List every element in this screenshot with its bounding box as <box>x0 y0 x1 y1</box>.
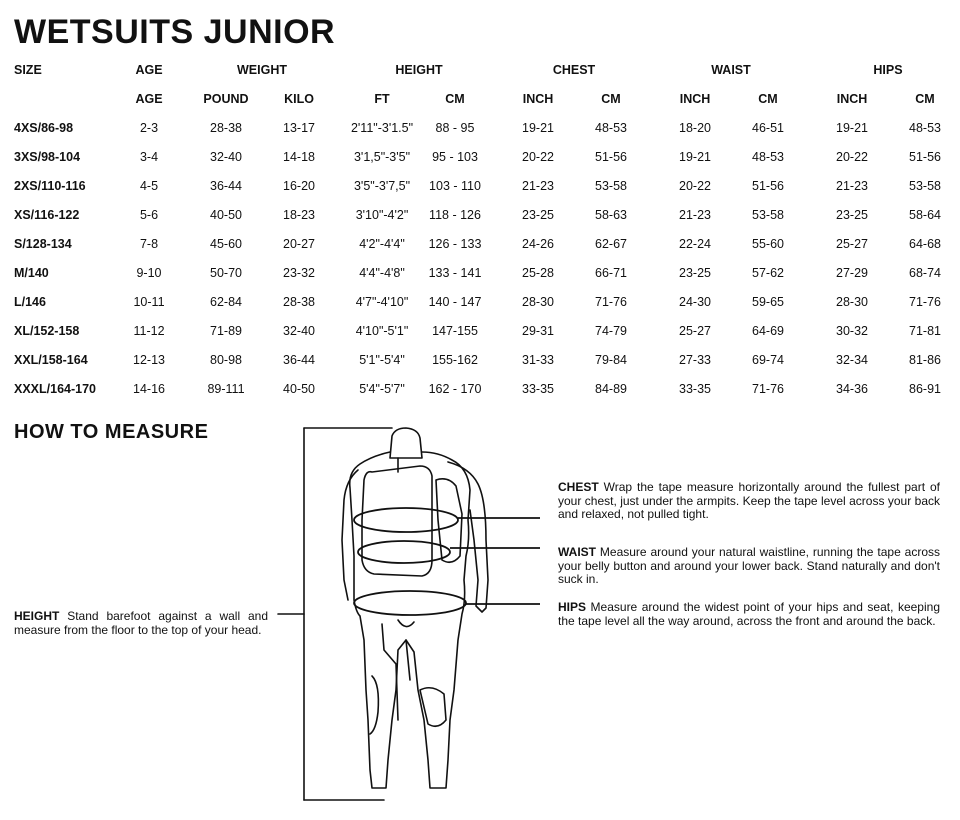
row-height-cm: 126 - 133 <box>428 237 482 251</box>
row-chest-inch: 24-26 <box>522 237 554 251</box>
row-chest-inch: 33-35 <box>522 382 554 396</box>
row-hips-inch: 23-25 <box>836 208 868 222</box>
row-chest-cm: 58-63 <box>595 208 627 222</box>
row-chest-inch: 21-23 <box>522 179 554 193</box>
row-chest-inch: 23-25 <box>522 208 554 222</box>
subheader-height-cm: CM <box>445 92 465 106</box>
row-height-ft: 3'10"-4'2" <box>355 208 409 222</box>
row-chest-cm: 74-79 <box>595 324 627 338</box>
row-height-ft: 3'1,5"-3'5" <box>353 150 411 164</box>
waist-description <box>558 546 940 587</box>
waist-label: WAIST <box>558 545 596 559</box>
row-pound: 50-70 <box>210 266 242 280</box>
subheader-hips-inch: INCH <box>836 92 868 106</box>
row-size: XS/116-122 <box>14 208 80 222</box>
row-size: XL/152-158 <box>14 324 80 338</box>
row-age: 11-12 <box>133 324 165 338</box>
waist-text: Measure around your natural waistline, running the tape across your belly button and around your lower back. Stand naturally and don't suck in. <box>558 545 940 586</box>
row-height-cm: 95 - 103 <box>432 150 478 164</box>
row-hips-inch: 30-32 <box>836 324 868 338</box>
row-size: L/146 <box>14 295 46 309</box>
row-height-cm: 140 - 147 <box>428 295 482 309</box>
row-height-cm: 88 - 95 <box>435 121 475 135</box>
row-waist-inch: 24-30 <box>679 295 711 309</box>
row-waist-inch: 22-24 <box>679 237 711 251</box>
row-chest-cm: 51-56 <box>595 150 627 164</box>
row-waist-cm: 55-60 <box>752 237 784 251</box>
row-height-cm: 103 - 110 <box>429 179 481 193</box>
row-hips-cm: 64-68 <box>909 237 941 251</box>
row-hips-cm: 71-76 <box>909 295 941 309</box>
row-waist-inch: 19-21 <box>679 150 711 164</box>
row-waist-inch: 18-20 <box>679 121 711 135</box>
row-hips-cm: 81-86 <box>909 353 941 367</box>
how-to-measure-heading: HOW TO MEASURE <box>14 421 209 443</box>
row-pound: 28-38 <box>210 121 242 135</box>
row-height-cm: 133 - 141 <box>428 266 482 280</box>
row-height-ft: 5'1"-5'4" <box>359 353 405 367</box>
row-pound: 45-60 <box>210 237 242 251</box>
subheader-age: AGE <box>135 92 163 106</box>
row-size: 3XS/98-104 <box>14 150 81 164</box>
row-hips-inch: 25-27 <box>836 237 868 251</box>
hips-text: Measure around the widest point of your hips and seat, keeping the tape level all the way around, across the front and around the back. <box>558 600 940 628</box>
row-waist-cm: 53-58 <box>752 208 784 222</box>
hips-description <box>558 601 940 628</box>
hips-band <box>354 591 466 615</box>
row-height-ft: 4'2"-4'4" <box>359 237 405 251</box>
row-pound: 40-50 <box>210 208 242 222</box>
row-size: XXXL/164-170 <box>14 382 96 396</box>
header-height: HEIGHT <box>395 63 443 77</box>
row-hips-inch: 20-22 <box>836 150 868 164</box>
row-chest-cm: 62-67 <box>595 237 627 251</box>
subheader-hips-cm: CM <box>915 92 935 106</box>
row-kilo: 16-20 <box>283 179 315 193</box>
row-size: 4XS/86-98 <box>14 121 74 135</box>
header-hips: HIPS <box>873 63 903 77</box>
row-height-ft: 2'11"-3'1.5" <box>350 121 414 135</box>
row-size: M/140 <box>14 266 49 280</box>
row-waist-cm: 69-74 <box>752 353 784 367</box>
row-chest-cm: 79-84 <box>595 353 627 367</box>
row-height-cm: 147-155 <box>432 324 478 338</box>
row-height-cm: 118 - 126 <box>429 208 481 222</box>
row-height-ft: 4'7"-4'10" <box>355 295 409 309</box>
row-kilo: 20-27 <box>283 237 315 251</box>
row-kilo: 36-44 <box>283 353 315 367</box>
header-age: AGE <box>135 63 163 77</box>
subheader-kilo: KILO <box>284 92 314 106</box>
row-pound: 62-84 <box>210 295 242 309</box>
row-height-cm: 155-162 <box>432 353 478 367</box>
row-hips-cm: 53-58 <box>909 179 941 193</box>
row-waist-inch: 23-25 <box>679 266 711 280</box>
row-hips-inch: 27-29 <box>836 266 868 280</box>
header-weight: WEIGHT <box>237 63 287 77</box>
row-chest-inch: 28-30 <box>522 295 554 309</box>
row-size: XXL/158-164 <box>14 353 88 367</box>
subheader-chest-inch: INCH <box>522 92 554 106</box>
row-kilo: 32-40 <box>283 324 315 338</box>
row-chest-inch: 19-21 <box>522 121 554 135</box>
row-hips-cm: 86-91 <box>909 382 941 396</box>
row-size: 2XS/110-116 <box>14 179 86 193</box>
row-hips-cm: 51-56 <box>909 150 941 164</box>
hips-label: HIPS <box>558 600 587 614</box>
row-kilo: 14-18 <box>283 150 315 164</box>
header-chest: CHEST <box>552 63 596 77</box>
row-age: 10-11 <box>133 295 165 309</box>
row-chest-cm: 53-58 <box>595 179 627 193</box>
row-height-ft: 5'4"-5'7" <box>359 382 405 396</box>
row-waist-cm: 64-69 <box>752 324 784 338</box>
height-text: Stand barefoot against a wall and measure from the floor to the top of your head. <box>14 609 268 637</box>
row-pound: 36-44 <box>210 179 242 193</box>
subheader-height-ft: FT <box>374 92 390 106</box>
row-chest-inch: 29-31 <box>522 324 554 338</box>
row-chest-cm: 71-76 <box>595 295 627 309</box>
row-height-cm: 162 - 170 <box>428 382 482 396</box>
row-height-ft: 3'5"-3'7,5" <box>353 179 411 193</box>
row-age: 7-8 <box>139 237 159 251</box>
row-hips-cm: 48-53 <box>909 121 941 135</box>
row-hips-cm: 58-64 <box>909 208 941 222</box>
row-pound: 71-89 <box>210 324 242 338</box>
row-hips-inch: 21-23 <box>836 179 868 193</box>
subheader-waist-inch: INCH <box>679 92 711 106</box>
header-waist: WAIST <box>711 63 751 77</box>
row-waist-cm: 46-51 <box>752 121 784 135</box>
height-description <box>14 610 268 637</box>
row-kilo: 40-50 <box>283 382 315 396</box>
row-kilo: 13-17 <box>283 121 315 135</box>
row-hips-inch: 34-36 <box>836 382 868 396</box>
row-kilo: 23-32 <box>283 266 315 280</box>
subheader-waist-cm: CM <box>758 92 778 106</box>
row-chest-inch: 20-22 <box>522 150 554 164</box>
subheader-pound: POUND <box>203 92 249 106</box>
row-height-ft: 4'4"-4'8" <box>359 266 405 280</box>
row-height-ft: 4'10"-5'1" <box>355 324 409 338</box>
row-waist-inch: 33-35 <box>679 382 711 396</box>
row-hips-inch: 32-34 <box>836 353 868 367</box>
row-waist-inch: 27-33 <box>679 353 711 367</box>
chest-description <box>558 481 940 522</box>
row-hips-cm: 71-81 <box>909 324 941 338</box>
chest-label: CHEST <box>558 480 599 494</box>
subheader-chest-cm: CM <box>601 92 621 106</box>
row-chest-cm: 48-53 <box>595 121 627 135</box>
row-kilo: 18-23 <box>283 208 315 222</box>
row-age: 14-16 <box>133 382 165 396</box>
row-kilo: 28-38 <box>283 295 315 309</box>
row-size: S/128-134 <box>14 237 72 251</box>
chest-band <box>354 508 458 532</box>
row-pound: 80-98 <box>210 353 242 367</box>
row-waist-inch: 25-27 <box>679 324 711 338</box>
row-age: 4-5 <box>139 179 159 193</box>
row-waist-cm: 57-62 <box>752 266 784 280</box>
row-age: 5-6 <box>139 208 159 222</box>
chest-text: Wrap the tape measure horizontally around the fullest part of your chest, just under the armpits. Keep the tape level across your back and relaxed, not pulled tight. <box>558 480 940 521</box>
row-pound: 89-111 <box>207 382 245 396</box>
row-waist-inch: 20-22 <box>679 179 711 193</box>
row-chest-inch: 25-28 <box>522 266 554 280</box>
row-chest-cm: 84-89 <box>595 382 627 396</box>
waist-band <box>358 541 450 563</box>
row-waist-cm: 51-56 <box>752 179 784 193</box>
row-waist-cm: 71-76 <box>752 382 784 396</box>
header-size: SIZE <box>14 63 42 77</box>
row-waist-cm: 59-65 <box>752 295 784 309</box>
row-chest-inch: 31-33 <box>522 353 554 367</box>
row-hips-inch: 28-30 <box>836 295 868 309</box>
row-age: 3-4 <box>139 150 159 164</box>
row-age: 12-13 <box>133 353 165 367</box>
row-hips-cm: 68-74 <box>909 266 941 280</box>
row-pound: 32-40 <box>210 150 242 164</box>
row-hips-inch: 19-21 <box>836 121 868 135</box>
row-waist-inch: 21-23 <box>679 208 711 222</box>
row-chest-cm: 66-71 <box>595 266 627 280</box>
height-label: HEIGHT <box>14 609 60 623</box>
row-age: 2-3 <box>139 121 159 135</box>
row-waist-cm: 48-53 <box>752 150 784 164</box>
row-age: 9-10 <box>136 266 162 280</box>
page-title: WETSUITS JUNIOR <box>14 13 336 51</box>
